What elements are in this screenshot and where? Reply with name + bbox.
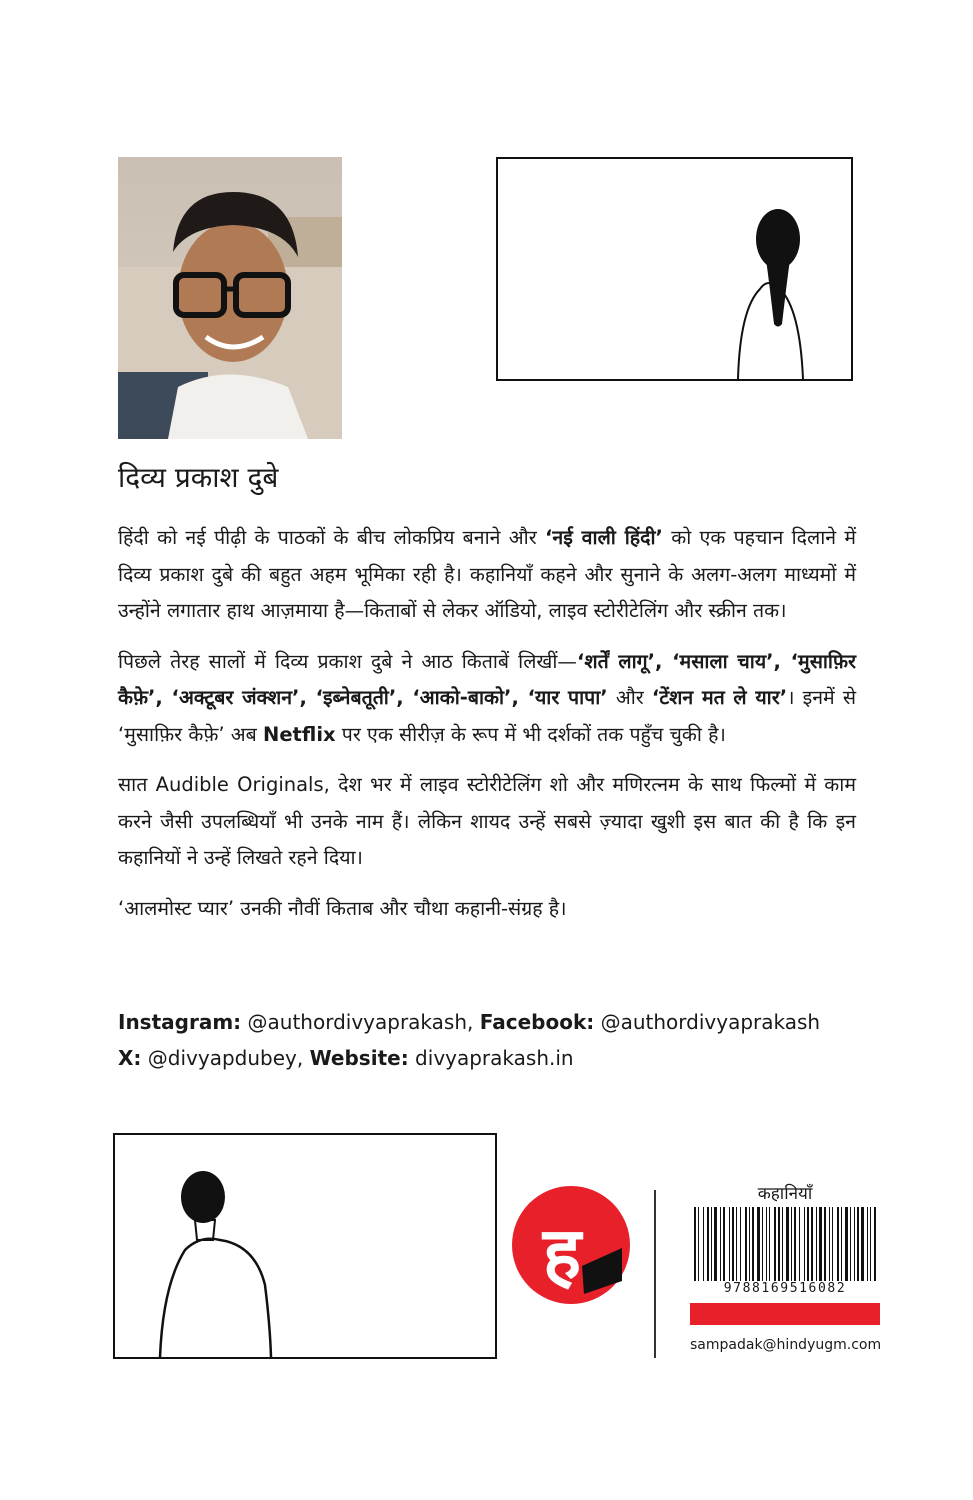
- barcode-bar: [703, 1207, 704, 1283]
- barcode-bar: [794, 1207, 796, 1283]
- barcode-bar: [774, 1207, 776, 1283]
- barcode-bar: [732, 1207, 734, 1283]
- divider: [654, 1190, 656, 1358]
- bio-paragraph-3: सात Audible Originals, देश भर में लाइव स्टोरीटेलिंग शो और मणिरत्नम के साथ फिल्मों में काम करने जैसी उपलब्धियाँ भी उनके नाम हैं। लेकिन शायद उन्हें सबसे ज़्यादा खुशी इस बात की है कि इन कहानियों ने उन्हें लिखते रहने दिया।: [118, 773, 856, 869]
- barcode-bar: [867, 1207, 868, 1283]
- illustration-frame-bottom: [113, 1133, 497, 1359]
- barcode-bar: [769, 1207, 770, 1283]
- barcode-bar: [861, 1207, 864, 1283]
- accent-bar: [690, 1303, 880, 1325]
- barcode-bar: [791, 1207, 792, 1283]
- barcode-bar: [740, 1207, 741, 1283]
- barcode-bar: [829, 1207, 830, 1283]
- barcode-bar: [824, 1207, 826, 1283]
- barcode-bar: [874, 1207, 876, 1283]
- social-links: [118, 1004, 820, 1076]
- bio-paragraph-2: पिछले तेरह सालों में दिव्य प्रकाश दुबे ने आठ किताबें लिखीं—‘शर्तें लागू’, ‘मसाला चाय’, ‘मुसाफ़िर कैफ़े’, ‘अक्टूबर जंक्शन’, ‘इब्नेबतूती’, ‘आको-बाको’, ‘यार पापा’ और ‘टेंशन मत ले यार’। इनमें से ‘मुसाफ़िर कैफ़े’ अब Netflix पर एक सीरीज़ के रूप में भी दर्शकों तक पहुँच चुकी है।: [118, 649, 857, 746]
- author-photo: [118, 157, 342, 439]
- bio-paragraph-4: ‘आलमोस्ट प्यार’ उनकी नौवीं किताब और चौथा कहानी-संग्रह है।: [118, 896, 567, 920]
- author-name: दिव्य प्रकाश दुबे: [118, 461, 279, 494]
- barcode-bar: [782, 1207, 783, 1283]
- barcode-bar: [720, 1207, 721, 1283]
- social-line-1: Instagram: @authordivyaprakash, Facebook: @authordivyaprakash: [118, 1010, 821, 1034]
- barcode-bar: [786, 1207, 789, 1283]
- barcode-bar: [736, 1207, 737, 1283]
- barcode-bar: [714, 1207, 717, 1283]
- barcode-bar: [854, 1207, 855, 1283]
- barcode-bar: [778, 1207, 780, 1283]
- social-line-2: X: @divyapdubey, Website: divyaprakash.in: [118, 1046, 574, 1070]
- barcode-bar: [723, 1207, 725, 1283]
- barcode-bar: [807, 1207, 809, 1283]
- barcode-bar: [762, 1207, 763, 1283]
- barcode-bar: [729, 1207, 730, 1283]
- barcode-bar: [857, 1207, 859, 1283]
- barcode-bar: [799, 1207, 800, 1283]
- barcode-bar: [766, 1207, 767, 1283]
- barcode-bar: [837, 1207, 839, 1283]
- barcode-bar: [804, 1207, 805, 1283]
- publisher-logo: [512, 1186, 630, 1304]
- barcode-bar: [749, 1207, 750, 1283]
- illustration-frame-top: [496, 157, 853, 381]
- barcode-bar: [711, 1207, 712, 1283]
- isbn-number: 9788169516082: [690, 1281, 880, 1296]
- genre-label: कहानियाँ: [757, 1184, 813, 1204]
- barcode-bar: [698, 1207, 699, 1283]
- author-bio: [118, 520, 856, 927]
- barcode-bar: [850, 1207, 851, 1283]
- barcode-bar: [832, 1207, 833, 1283]
- publisher-email[interactable]: sampadak@hindyugm.com: [690, 1337, 882, 1353]
- barcode-bar: [745, 1207, 747, 1283]
- bio-paragraph-1: हिंदी को नई पीढ़ी के पाठकों के बीच लोकप्रिय बनाने और ‘नई वाली हिंदी’ को एक पहचान दिलाने में दिव्य प्रकाश दुबे की बहुत अहम भूमिका रही है। कहानियाँ कहने और सुनाने के अलग-अलग माध्यमों में उन्होंने लगातार हाथ आज़माया है—किताबों से लेकर ऑडियो, लाइव स्टोरीटेलिंग और स्क्रीन तक।: [118, 526, 857, 622]
- barcode-bar: [707, 1207, 709, 1283]
- barcode-bar: [752, 1207, 754, 1283]
- barcode-bar: [870, 1207, 871, 1283]
- barcode-bar: [811, 1207, 813, 1283]
- barcode-bar: [841, 1207, 842, 1283]
- publisher-logo-glyph: ह: [542, 1211, 582, 1295]
- barcode-bar: [757, 1207, 760, 1283]
- barcode-bar: [694, 1207, 696, 1283]
- barcode-bar: [845, 1207, 848, 1283]
- barcode-bar: [819, 1207, 822, 1283]
- barcode-bar: [816, 1207, 817, 1283]
